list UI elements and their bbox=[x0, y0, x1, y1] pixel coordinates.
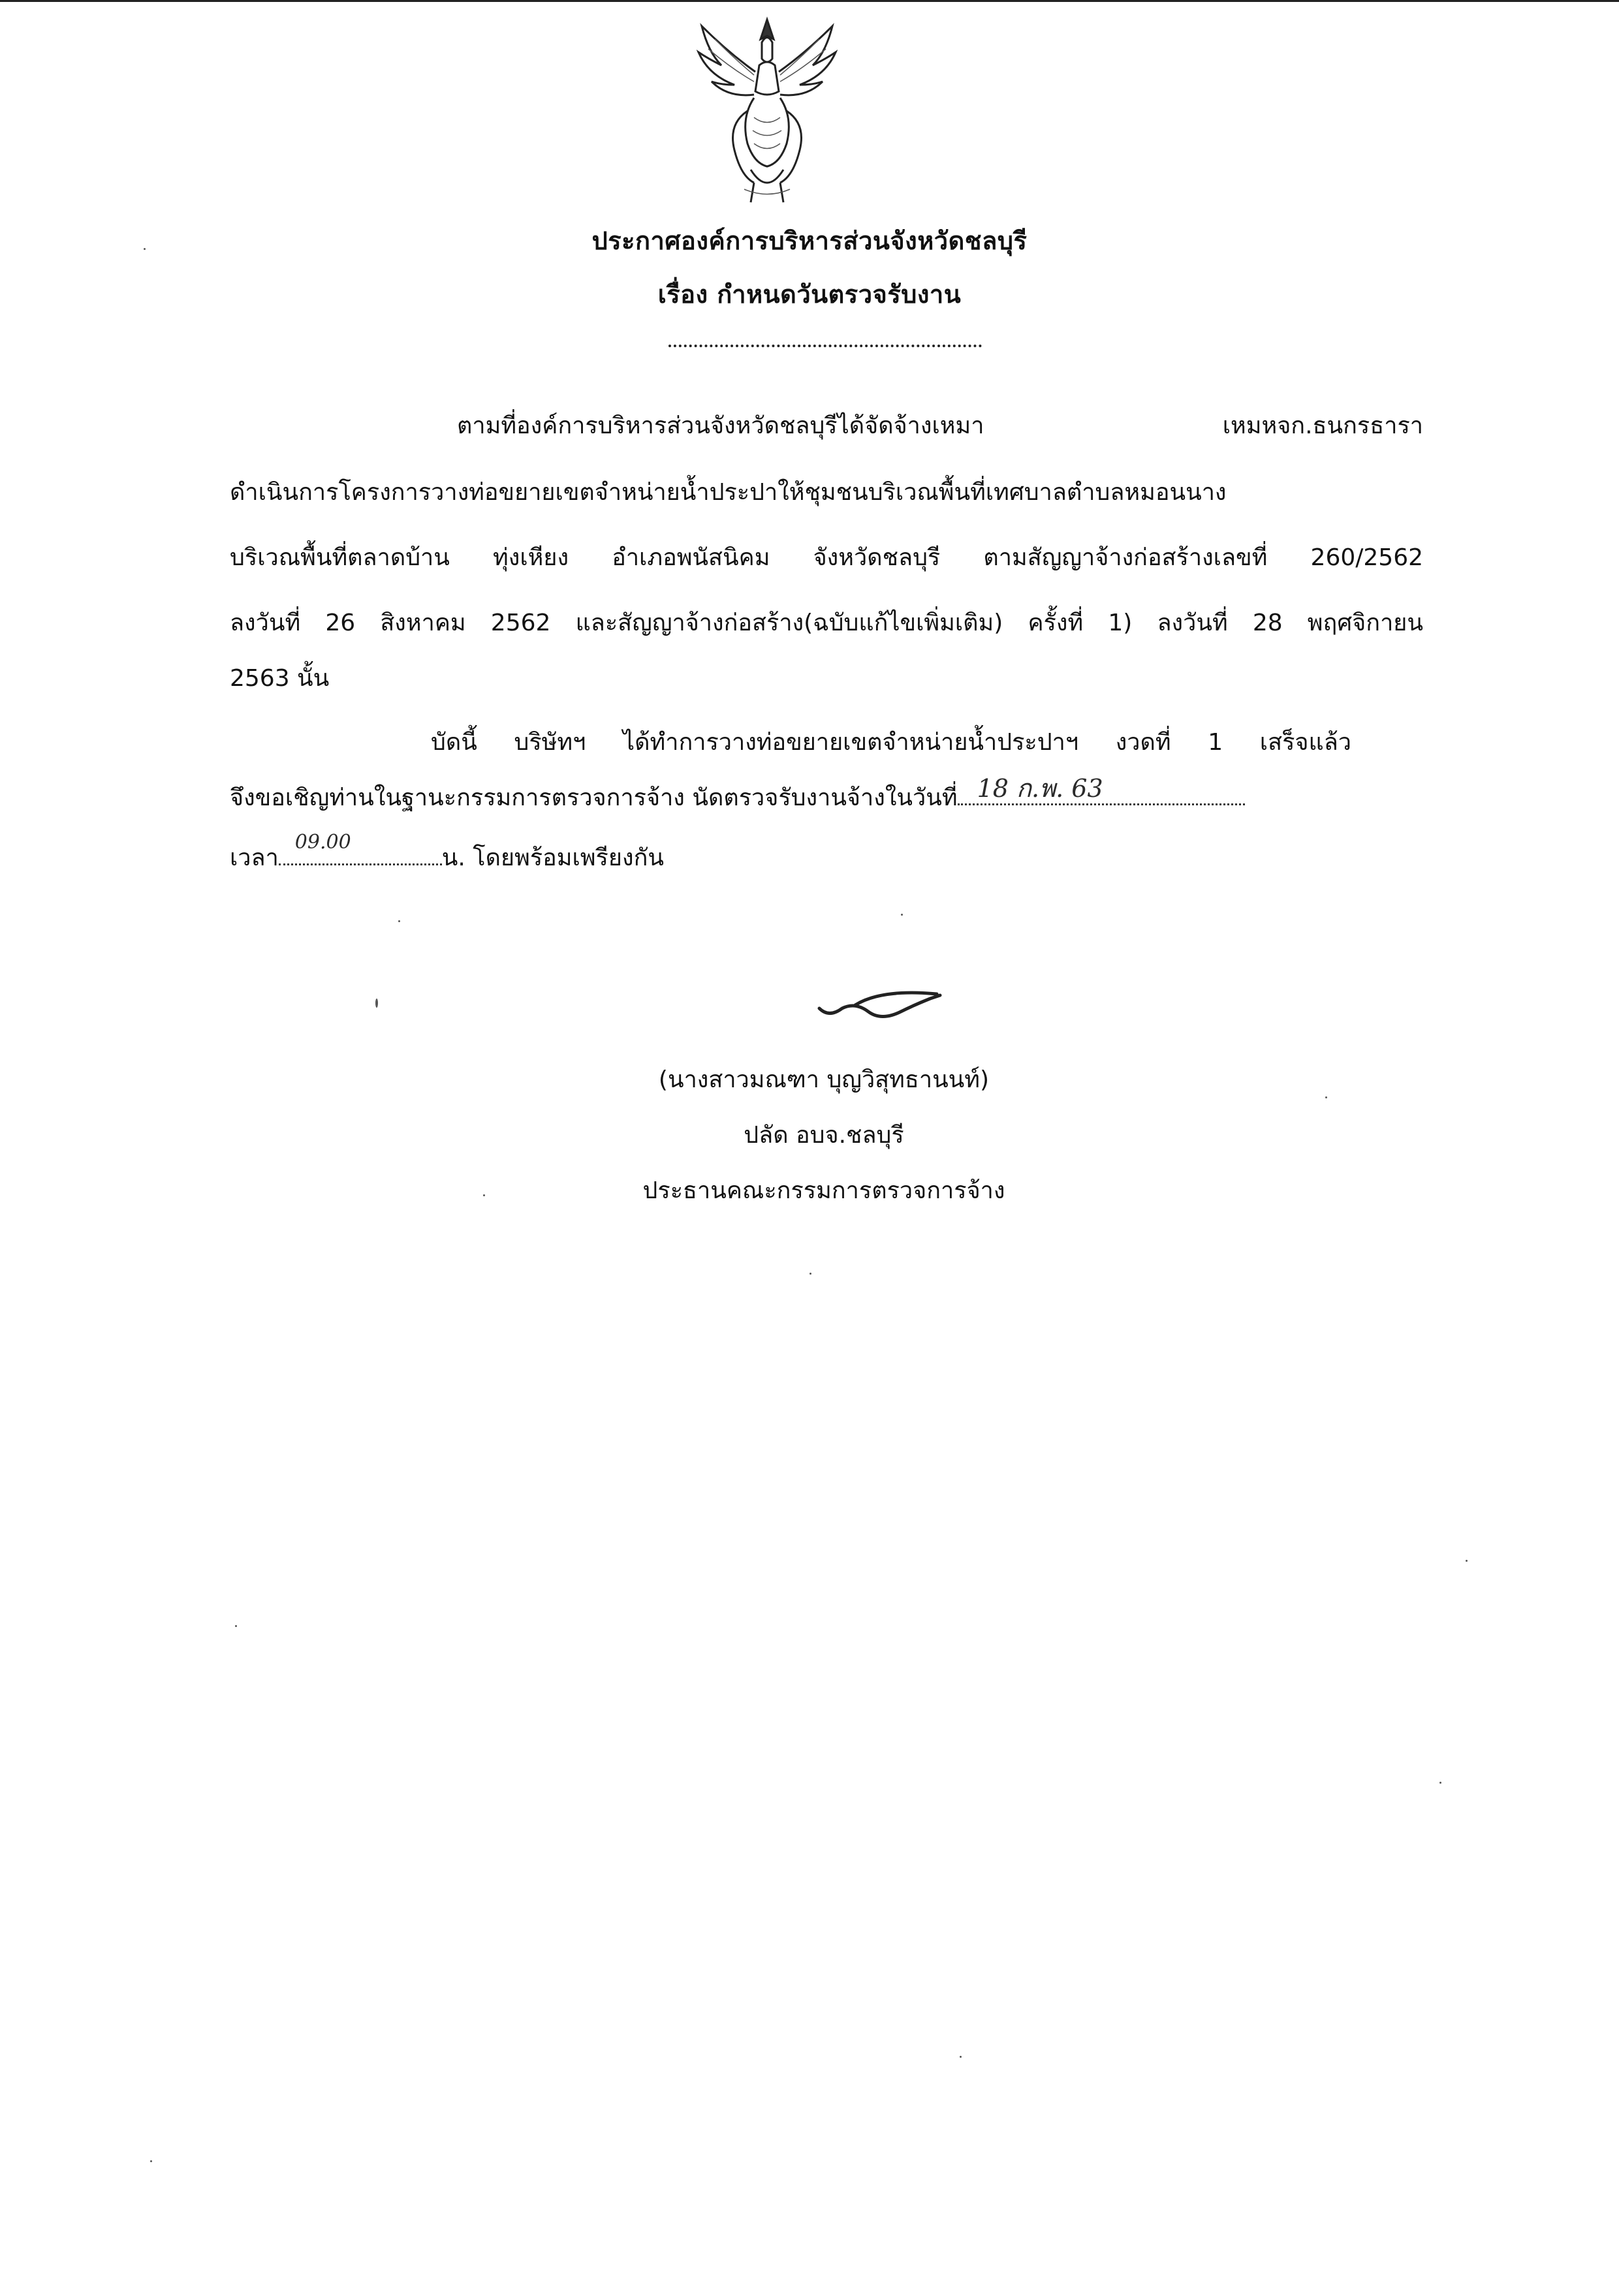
invitation-text: จึงขอเชิญท่านในฐานะกรรมการตรวจการจ้าง นัดตรวจรับงานจ้างในวันที่ bbox=[230, 784, 958, 811]
handwritten-time: 09.00 bbox=[294, 831, 351, 854]
scan-speck bbox=[960, 2056, 962, 2058]
garuda-emblem-icon bbox=[689, 13, 845, 209]
signatory-position: ปลัด อบจ.ชลบุรี bbox=[744, 1122, 904, 1149]
time-suffix: น. โดยพร้อมเพรียงกัน bbox=[441, 845, 664, 871]
scan-top-edge bbox=[0, 0, 1619, 2]
document-title: ประกาศองค์การบริหารส่วนจังหวัดชลบุรี bbox=[591, 226, 1028, 255]
title-dotted-rule bbox=[668, 345, 982, 347]
scan-speck bbox=[235, 1625, 237, 1627]
body-paragraph-1-line-2: ดำเนินการโครงการวางท่อขยายเขตจำหน่ายน้ำประปาให้ชุมชนบริเวณพื้นที่เทศบาลตำบลหมอนนาง bbox=[230, 479, 1227, 506]
scan-speck bbox=[1325, 1096, 1327, 1098]
scan-speck bbox=[150, 2160, 152, 2162]
handwritten-signature bbox=[816, 982, 947, 1028]
body-paragraph-1-line-1: ตามที่องค์การบริหารส่วนจังหวัดชลบุรีได้จัดจ้างเหมา เหมหจก.ธนกรธารา bbox=[457, 412, 1423, 439]
scan-speck bbox=[810, 1273, 811, 1275]
scan-speck bbox=[375, 999, 378, 1008]
scan-speck bbox=[144, 248, 146, 250]
handwritten-date: 18 ก.พ. 63 bbox=[977, 774, 1103, 803]
time-label: เวลา bbox=[230, 845, 279, 871]
invitation-line bbox=[230, 774, 1245, 816]
body-paragraph-1-line-4: ลงวันที่ 26 สิงหาคม 2562 และสัญญาจ้างก่อสร้าง(ฉบับแก้ไขเพิ่มเติม) ครั้งที่ 1) ลงวันที่ 28 พฤศจิกายน bbox=[230, 610, 1423, 636]
date-fill-field bbox=[958, 774, 1245, 805]
scan-speck bbox=[483, 1194, 485, 1196]
body-paragraph-1-line-3: บริเวณพื้นที่ตลาดบ้าน ทุ่งเหียง อำเภอพนัสนิคม จังหวัดชลบุรี ตามสัญญาจ้างก่อสร้างเลขที่ 260/2562 bbox=[230, 544, 1423, 571]
body-paragraph-1-line-5: 2563 นั้น bbox=[230, 665, 330, 692]
signatory-role: ประธานคณะกรรมการตรวจการจ้าง bbox=[642, 1177, 1005, 1204]
body-paragraph-2-line-1: บัดนี้ บริษัทฯ ได้ทำการวางท่อขยายเขตจำหน่ายน้ำประปาฯ งวดที่ 1 เสร็จแล้ว bbox=[431, 729, 1351, 756]
scan-speck bbox=[398, 920, 400, 922]
time-line bbox=[230, 831, 664, 876]
scan-speck bbox=[901, 914, 903, 916]
signatory-name: (นางสาวมณฑา บุญวิสุทธานนท์) bbox=[658, 1066, 990, 1093]
scan-speck bbox=[1439, 1782, 1441, 1784]
document-subject: เรื่อง กำหนดวันตรวจรับงาน bbox=[657, 280, 962, 309]
time-fill-field bbox=[279, 831, 442, 865]
scan-speck bbox=[1466, 1560, 1468, 1562]
